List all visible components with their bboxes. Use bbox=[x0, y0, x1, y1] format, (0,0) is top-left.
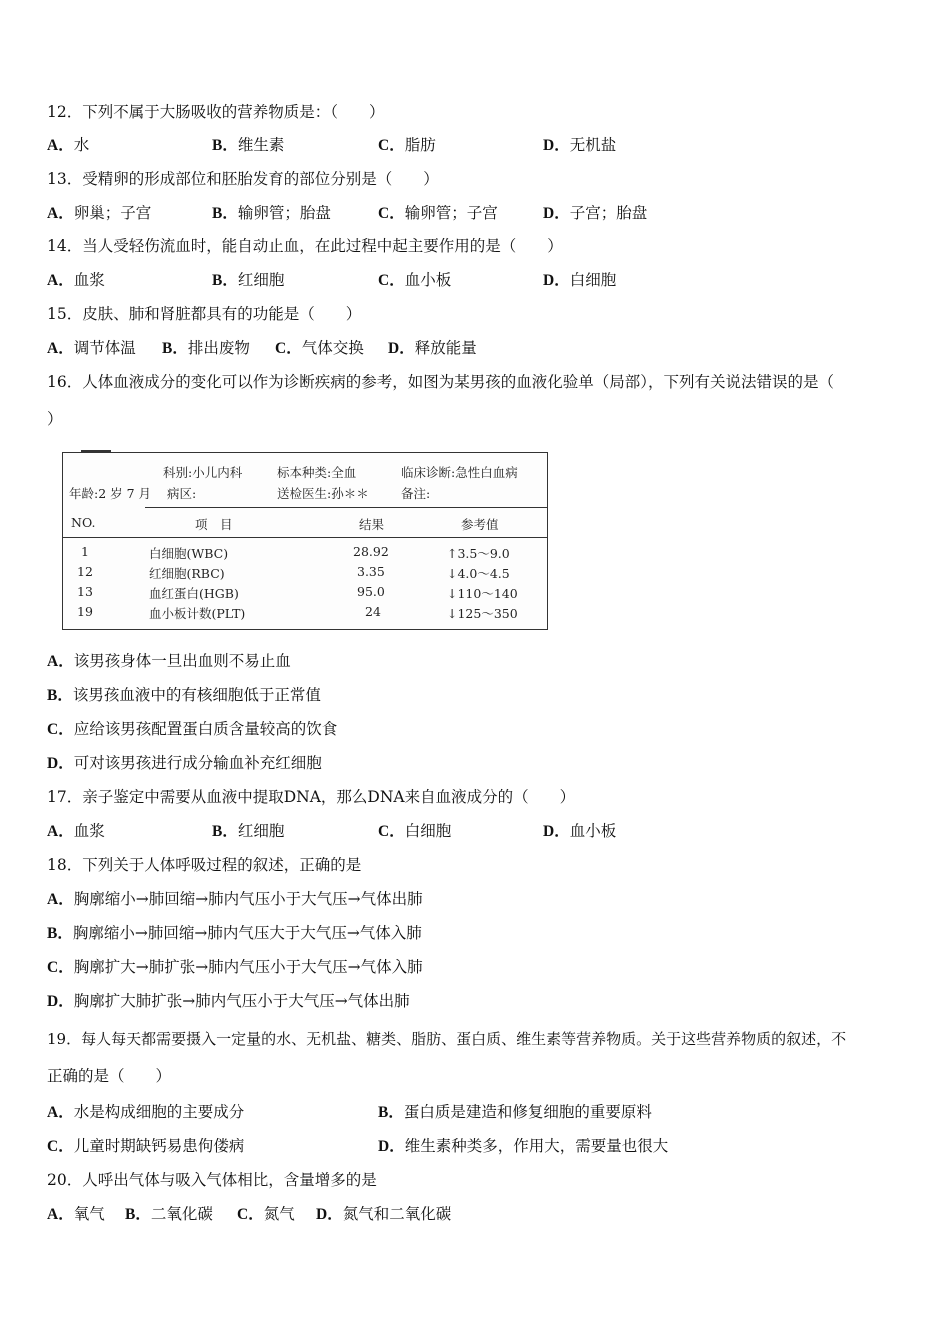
option-label: D． bbox=[543, 137, 570, 154]
report-doctor: 送检医生:孙＊＊ bbox=[277, 486, 369, 501]
q12-option-a[interactable] bbox=[47, 135, 89, 156]
option-label: A． bbox=[47, 272, 74, 289]
report-row-no: 13 bbox=[77, 584, 93, 599]
option-label: B． bbox=[47, 687, 73, 704]
q14-option-a[interactable] bbox=[47, 270, 105, 291]
option-text: 胸廓缩小→肺回缩→肺内气压小于大气压→气体出肺 bbox=[73, 890, 423, 908]
option-label: C． bbox=[378, 272, 405, 289]
option-text: 白细胞 bbox=[569, 271, 617, 289]
q18-option-b[interactable] bbox=[47, 923, 422, 944]
option-label: D． bbox=[543, 272, 570, 289]
question-17: 17．亲子鉴定中需要从血液中提取DNA，那么DNA来自血液成分的（ ） bbox=[47, 788, 576, 806]
option-text: 卵巢；子宫 bbox=[73, 204, 152, 222]
option-label: C． bbox=[47, 1138, 74, 1155]
report-header-ref: 参考值 bbox=[461, 517, 499, 532]
option-text: 水 bbox=[73, 136, 90, 154]
option-label: D． bbox=[316, 1206, 343, 1223]
q19-option-c[interactable] bbox=[47, 1136, 244, 1157]
option-label: C． bbox=[275, 340, 302, 357]
report-row-item: 白细胞(WBC) bbox=[149, 546, 229, 561]
option-label: A． bbox=[47, 891, 74, 908]
q19-option-b[interactable] bbox=[378, 1102, 652, 1123]
report-row-no: 12 bbox=[77, 564, 93, 579]
option-text: 子宫；胎盘 bbox=[569, 204, 648, 222]
q13-option-b[interactable] bbox=[212, 203, 331, 224]
option-label: A． bbox=[47, 823, 74, 840]
q17-option-d[interactable] bbox=[543, 821, 616, 842]
q18-option-a[interactable] bbox=[47, 889, 423, 910]
option-label: A． bbox=[47, 1206, 74, 1223]
q17-option-a[interactable] bbox=[47, 821, 105, 842]
report-row-result: 95.0 bbox=[357, 584, 385, 599]
option-text: 胸廓缩小→肺回缩→肺内气压大于大气压→气体入肺 bbox=[72, 924, 422, 942]
option-label: A． bbox=[47, 1104, 74, 1121]
q16-option-c[interactable] bbox=[47, 719, 337, 740]
option-label: C． bbox=[47, 721, 74, 738]
q13-option-c[interactable] bbox=[378, 203, 498, 224]
option-text: 氧气 bbox=[73, 1205, 105, 1223]
report-row-ref: ↓125～350 bbox=[447, 606, 518, 621]
q18-option-d[interactable] bbox=[47, 991, 410, 1012]
option-label: B． bbox=[162, 340, 188, 357]
question-13: 13．受精卵的形成部位和胚胎发育的部位分别是（ ） bbox=[47, 170, 439, 188]
option-text: 调节体温 bbox=[73, 339, 136, 357]
q14-option-d[interactable] bbox=[543, 270, 616, 291]
q12-option-d[interactable] bbox=[543, 135, 616, 156]
question-16-continued: ） bbox=[47, 410, 63, 428]
option-label: B． bbox=[47, 925, 73, 942]
option-text: 血浆 bbox=[73, 271, 105, 289]
option-text: 输卵管；子宫 bbox=[404, 204, 498, 222]
report-header-no: NO. bbox=[71, 515, 96, 530]
report-row-no: 1 bbox=[81, 544, 89, 559]
q17-option-b[interactable] bbox=[212, 821, 284, 842]
option-label: C． bbox=[378, 137, 405, 154]
option-text: 儿童时期缺钙易患佝偻病 bbox=[73, 1137, 245, 1155]
question-20: 20．人呼出气体与吸入气体相比，含量增多的是 bbox=[47, 1171, 377, 1189]
option-label: C． bbox=[378, 205, 405, 222]
report-row-result: 24 bbox=[365, 604, 381, 619]
option-text: 无机盐 bbox=[569, 136, 617, 154]
q20-option-a[interactable] bbox=[47, 1204, 105, 1225]
q16-option-b[interactable] bbox=[47, 685, 321, 706]
question-14: 14．当人受轻伤流血时，能自动止血，在此过程中起主要作用的是（ ） bbox=[47, 237, 563, 255]
report-header-result: 结果 bbox=[359, 517, 385, 532]
option-text: 应给该男孩配置蛋白质含量较高的饮食 bbox=[73, 720, 338, 738]
blood-test-report bbox=[62, 452, 548, 630]
q13-option-a[interactable] bbox=[47, 203, 151, 224]
q15-option-b[interactable] bbox=[162, 338, 250, 359]
option-text: 气体交换 bbox=[301, 339, 364, 357]
option-text: 氮气 bbox=[263, 1205, 295, 1223]
question-19: 19．每人每天都需要摄入一定量的水、无机盐、糖类、脂肪、蛋白质、维生素等营养物质。关于这些营养物质的叙述，不 bbox=[47, 1030, 847, 1048]
option-label: A． bbox=[47, 205, 74, 222]
report-remark: 备注: bbox=[401, 486, 431, 501]
option-text: 氮气和二氧化碳 bbox=[342, 1205, 452, 1223]
q19-option-d[interactable] bbox=[378, 1136, 668, 1157]
report-header-item: 项 目 bbox=[195, 517, 233, 532]
option-text: 胸廓扩大肺扩张→肺内气压小于大气压→气体出肺 bbox=[73, 992, 410, 1010]
q12-option-c[interactable] bbox=[378, 135, 436, 156]
option-label: B． bbox=[378, 1104, 404, 1121]
report-row-result: 3.35 bbox=[357, 564, 385, 579]
q16-option-d[interactable] bbox=[47, 753, 322, 774]
option-text: 血小板 bbox=[404, 271, 452, 289]
option-label: D． bbox=[543, 205, 570, 222]
q16-option-a[interactable] bbox=[47, 651, 291, 672]
report-row-ref: ↓110～140 bbox=[447, 586, 518, 601]
report-dept: 科别:小儿内科 bbox=[163, 465, 243, 480]
option-label: D． bbox=[543, 823, 570, 840]
option-label: B． bbox=[212, 823, 238, 840]
q13-option-d[interactable] bbox=[543, 203, 647, 224]
option-text: 红细胞 bbox=[237, 822, 285, 840]
report-divider bbox=[63, 537, 547, 538]
question-18: 18．下列关于人体呼吸过程的叙述，正确的是 bbox=[47, 856, 362, 874]
report-edge-mark bbox=[81, 450, 111, 452]
option-label: B． bbox=[125, 1206, 151, 1223]
q15-option-a[interactable] bbox=[47, 338, 136, 359]
option-text: 释放能量 bbox=[414, 339, 477, 357]
option-label: A． bbox=[47, 340, 74, 357]
option-text: 血浆 bbox=[73, 822, 105, 840]
q18-option-c[interactable] bbox=[47, 957, 423, 978]
q15-option-c[interactable] bbox=[275, 338, 364, 359]
report-row-no: 19 bbox=[77, 604, 93, 619]
report-diagnosis: 临床诊断:急性白血病 bbox=[401, 465, 518, 480]
report-row-item: 血小板计数(PLT) bbox=[149, 606, 246, 621]
option-text: 维生素 bbox=[237, 136, 285, 154]
report-divider bbox=[145, 507, 547, 508]
option-text: 输卵管；胎盘 bbox=[237, 204, 331, 222]
report-age: 年龄:2 岁 7 月 bbox=[69, 486, 152, 501]
report-specimen: 标本种类:全血 bbox=[277, 465, 357, 480]
question-16: 16．人体血液成分的变化可以作为诊断疾病的参考，如图为某男孩的血液化验单（局部），下列有关说法错误的是（ bbox=[47, 373, 834, 391]
option-text: 排出废物 bbox=[187, 339, 250, 357]
option-label: D． bbox=[378, 1138, 405, 1155]
q20-option-b[interactable] bbox=[125, 1204, 213, 1225]
option-text: 二氧化碳 bbox=[150, 1205, 213, 1223]
q19-option-a[interactable] bbox=[47, 1102, 244, 1123]
q14-option-b[interactable] bbox=[212, 270, 284, 291]
question-19-continued: 正确的是（ ） bbox=[47, 1067, 172, 1085]
q20-option-d[interactable] bbox=[316, 1204, 451, 1225]
option-text: 胸廓扩大→肺扩张→肺内气压小于大气压→气体入肺 bbox=[73, 958, 423, 976]
option-text: 脂肪 bbox=[404, 136, 436, 154]
option-text: 水是构成细胞的主要成分 bbox=[73, 1103, 245, 1121]
option-label: B． bbox=[212, 137, 238, 154]
q14-option-c[interactable] bbox=[378, 270, 451, 291]
option-text: 红细胞 bbox=[237, 271, 285, 289]
option-label: A． bbox=[47, 653, 74, 670]
option-label: D． bbox=[47, 755, 74, 772]
option-text: 该男孩血液中的有核细胞低于正常值 bbox=[72, 686, 321, 704]
report-row-item: 红细胞(RBC) bbox=[149, 566, 225, 581]
option-label: C． bbox=[47, 959, 74, 976]
option-label: D． bbox=[388, 340, 415, 357]
option-text: 血小板 bbox=[569, 822, 617, 840]
question-15: 15．皮肤、肺和肾脏都具有的功能是（ ） bbox=[47, 305, 362, 323]
report-row-ref: ↓4.0～4.5 bbox=[447, 566, 510, 581]
q15-option-d[interactable] bbox=[388, 338, 477, 359]
report-row-item: 血红蛋白(HGB) bbox=[149, 586, 239, 601]
option-label: B． bbox=[212, 205, 238, 222]
option-label: D． bbox=[47, 993, 74, 1010]
option-label: B． bbox=[212, 272, 238, 289]
option-text: 蛋白质是建造和修复细胞的重要原料 bbox=[403, 1103, 652, 1121]
option-label: A． bbox=[47, 137, 74, 154]
option-text: 可对该男孩进行成分输血补充红细胞 bbox=[73, 754, 322, 772]
report-ward: 病区: bbox=[167, 486, 197, 501]
q12-option-b[interactable] bbox=[212, 135, 284, 156]
option-text: 白细胞 bbox=[404, 822, 452, 840]
option-label: C． bbox=[378, 823, 405, 840]
report-row-result: 28.92 bbox=[353, 544, 389, 559]
q17-option-c[interactable] bbox=[378, 821, 451, 842]
option-text: 维生素种类多，作用大，需要量也很大 bbox=[404, 1137, 669, 1155]
q20-option-c[interactable] bbox=[237, 1204, 295, 1225]
option-label: C． bbox=[237, 1206, 264, 1223]
report-row-ref: ↑3.5～9.0 bbox=[447, 546, 510, 561]
question-12: 12．下列不属于大肠吸收的营养物质是：（ ） bbox=[47, 103, 385, 121]
option-text: 该男孩身体一旦出血则不易止血 bbox=[73, 652, 291, 670]
